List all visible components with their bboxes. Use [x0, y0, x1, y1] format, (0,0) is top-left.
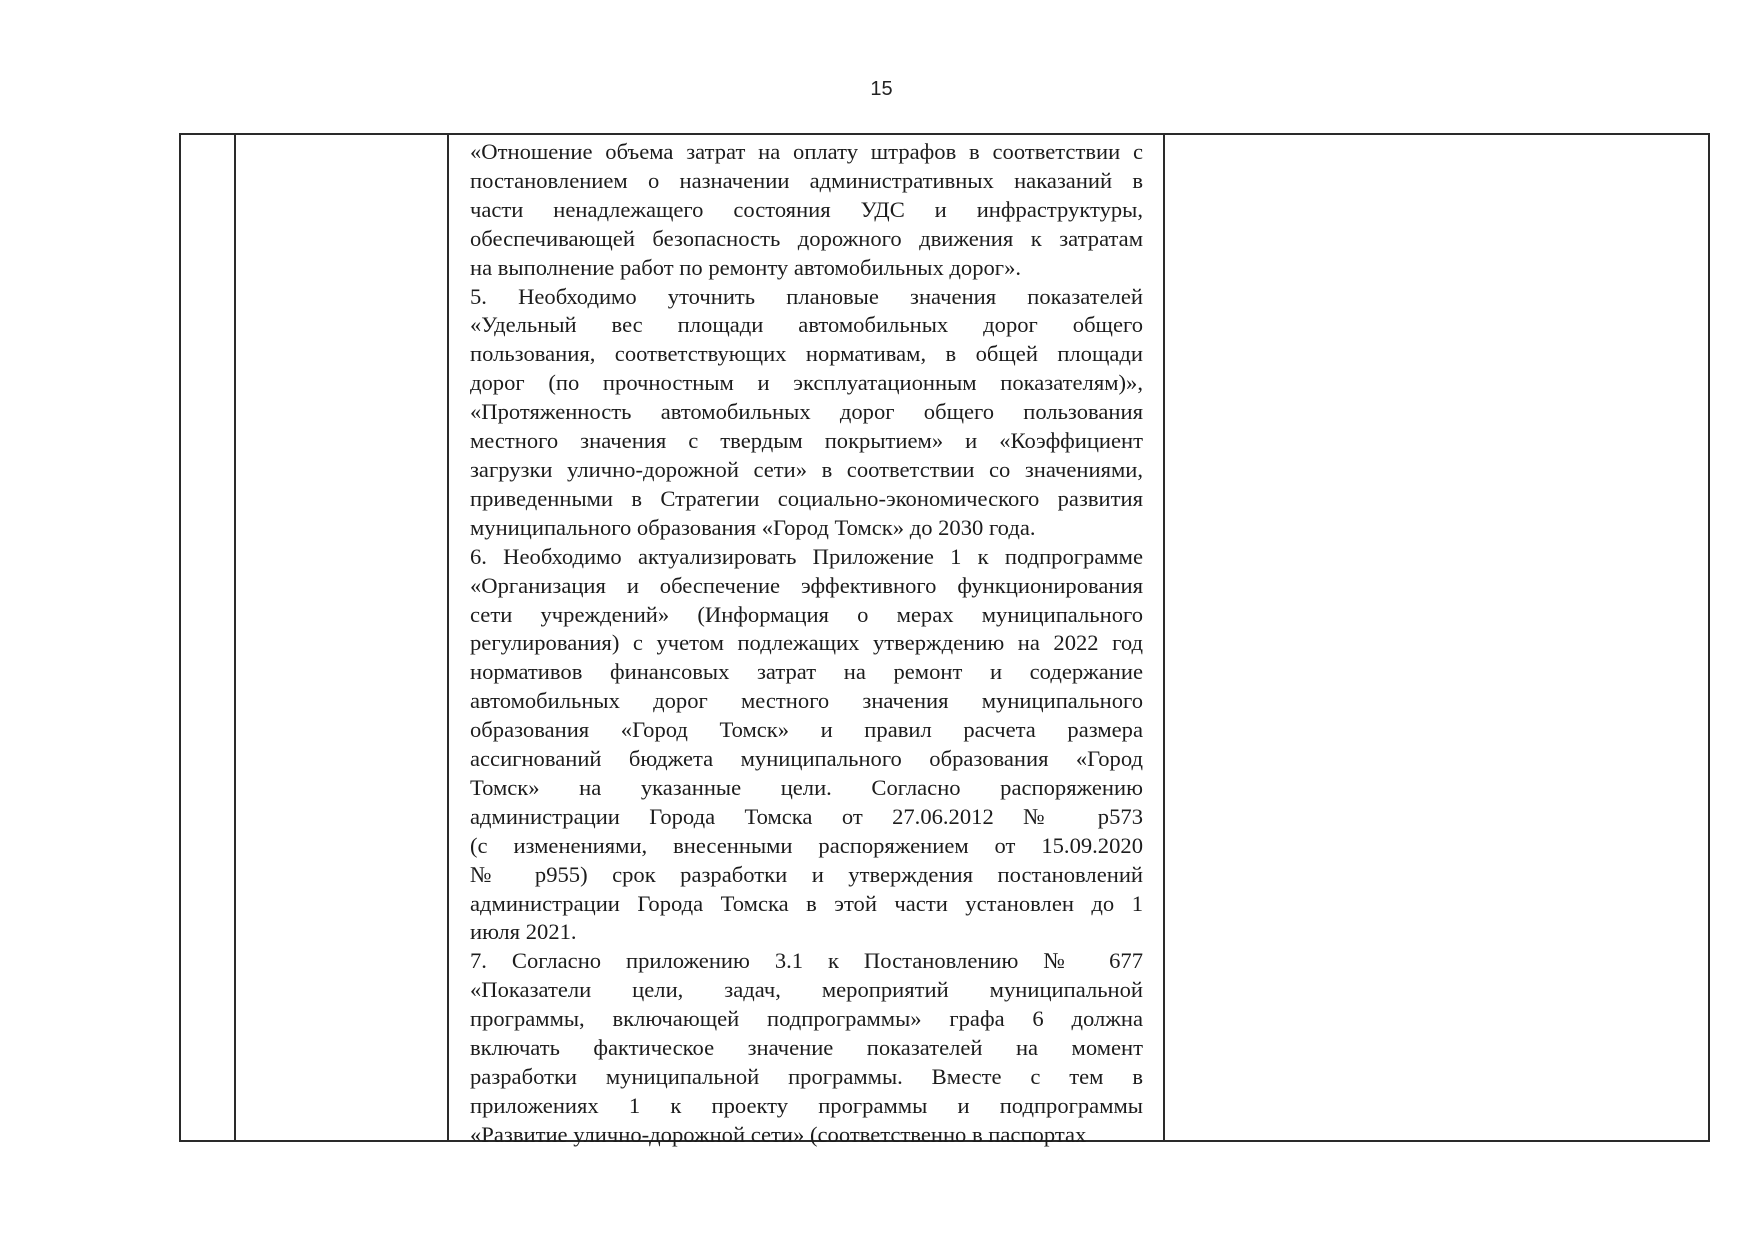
text-line: приведенными в Стратегии социально-экономического развития: [470, 485, 1143, 511]
text-line: «Показатели цели, задач, мероприятий муниципальной: [470, 977, 1143, 1003]
text-line: «Организация и обеспечение эффективного функционирования: [470, 572, 1143, 598]
text-line: автомобильных дорог местного значения муниципального: [470, 688, 1143, 714]
remarks-cell-text: [457, 135, 1156, 1147]
text-line: 7. Согласно приложению 3.1 к Постановлению № 677: [470, 948, 1143, 974]
page-number: 15: [870, 78, 893, 100]
text-line: обеспечивающей безопасность дорожного движения к затратам: [470, 225, 1143, 251]
text-line: 5. Необходимо уточнить плановые значения показателей: [470, 283, 1143, 309]
text-line: приложениях 1 к проекту программы и подпрограммы: [470, 1092, 1143, 1118]
text-line: нормативов финансовых затрат на ремонт и содержание: [470, 659, 1143, 685]
text-line: муниципального образования «Город Томск» до 2030 года.: [470, 514, 1036, 540]
text-line: части ненадлежащего состояния УДС и инфраструктуры,: [470, 196, 1143, 222]
text-line: ассигнований бюджета муниципального образования «Город: [470, 746, 1143, 772]
text-line: программы, включающей подпрограммы» графа 6 должна: [470, 1006, 1143, 1032]
text-line: разработки муниципальной программы. Вместе с тем в: [470, 1064, 1143, 1089]
paragraph: [470, 283, 1143, 543]
text-line: включать фактическое значение показателей на момент: [470, 1035, 1143, 1061]
text-line: постановлением о назначении административных наказаний в: [470, 167, 1143, 193]
text-line: 6. Необходимо актуализировать Приложение 1 к подпрограмме: [470, 543, 1143, 569]
text-line: «Протяженность автомобильных дорог общего пользования: [470, 399, 1143, 425]
column-divider-2: [447, 135, 449, 1140]
column-divider-1: [234, 135, 236, 1140]
remarks-table: [179, 133, 1710, 1147]
text-line: администрации Города Томска в этой части установлен до 1: [470, 890, 1143, 916]
text-line: № р955) срок разработки и утверждения постановлений: [470, 861, 1143, 887]
text-line: регулирования) с учетом подлежащих утверждению на 2022 год: [470, 630, 1143, 656]
paragraph: [470, 543, 1143, 948]
text-line: дорог (по прочностным и эксплуатационным показателям)»,: [470, 370, 1143, 396]
text-line: (с изменениями, внесенными распоряжением от 15.09.2020: [470, 832, 1143, 858]
text-line: Томск» на указанные цели. Согласно распоряжению: [470, 774, 1143, 800]
text-line: июля 2021.: [470, 919, 577, 945]
text-line: загрузки улично-дорожной сети» в соответствии со значениями,: [470, 456, 1143, 482]
text-line: пользования, соответствующих нормативам, в общей площади: [470, 341, 1143, 367]
text-line: администрации Города Томска от 27.06.2012 № р573: [470, 803, 1143, 829]
text-line: сети учреждений» (Информация о мерах муниципального: [470, 601, 1143, 627]
text-line: на выполнение работ по ремонту автомобильных дорог».: [470, 254, 1022, 280]
column-divider-3: [1163, 135, 1165, 1140]
text-line: «Отношение объема затрат на оплату штрафов в соответствии с: [470, 139, 1143, 164]
text-line: местного значения с твердым покрытием» и «Коэффициент: [470, 428, 1143, 454]
text-line: образования «Город Томск» и правил расчета размера: [470, 717, 1143, 743]
text-line: «Развитие улично-дорожной сети» (соответственно в паспортах: [470, 1121, 1087, 1147]
paragraph: [470, 138, 1143, 283]
paragraph: [470, 947, 1143, 1149]
text-line: «Удельный вес площади автомобильных дорог общего: [470, 312, 1143, 338]
